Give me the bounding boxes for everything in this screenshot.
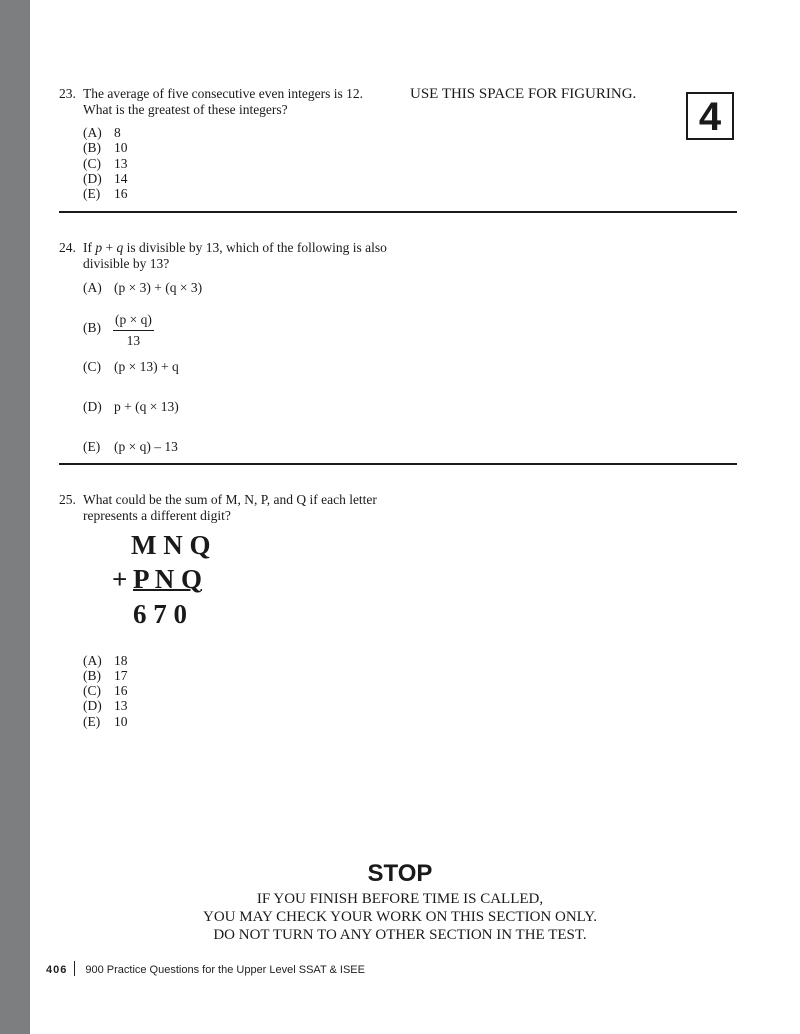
choice-label: (C) <box>83 359 101 374</box>
stop-instruction-line: YOU MAY CHECK YOUR WORK ON THIS SECTION ONLY. <box>203 909 597 925</box>
fraction-denominator: 13 <box>126 333 141 348</box>
fraction-numerator: (p × q) <box>113 312 154 331</box>
addition-row-1: M N Q <box>131 530 211 560</box>
question-number: 23. <box>59 86 76 101</box>
choice-text: (p × 3) + (q × 3) <box>114 280 203 295</box>
choice-label: (C) <box>83 683 101 698</box>
choice-label: (C) <box>83 156 101 171</box>
choice-label: (E) <box>83 439 101 454</box>
section-number-box: 4 <box>686 92 734 140</box>
choice-text: 18 <box>114 653 128 668</box>
question-divider <box>59 463 737 465</box>
choice-text: p + (q × 13) <box>114 399 179 414</box>
question-stem-line: If p + q is divisible by 13, which of the following is also <box>83 240 387 255</box>
choice-text: 10 <box>114 714 128 729</box>
choice-text: 16 <box>114 683 128 698</box>
answer-choice[interactable] <box>83 171 128 186</box>
choice-label: (B) <box>83 668 101 683</box>
choice-label: (A) <box>83 653 102 668</box>
stop-instruction-line: DO NOT TURN TO ANY OTHER SECTION IN THE TEST. <box>213 927 587 943</box>
choice-text: (p × 13) + q <box>114 359 179 374</box>
plus-sign: + <box>112 564 128 594</box>
addition-row-2: P N Q <box>133 564 203 594</box>
page-number: 406 <box>46 964 68 976</box>
question-stem-line: divisible by 13? <box>83 256 170 271</box>
choice-text: (p × q) – 13 <box>114 439 178 454</box>
choice-text: 16 <box>114 186 128 201</box>
choice-label: (D) <box>83 698 102 713</box>
page-footer <box>46 961 365 976</box>
fraction-expression <box>113 312 154 349</box>
choice-label: (E) <box>83 186 101 201</box>
answer-choice[interactable] <box>83 140 128 155</box>
choice-text: 14 <box>114 171 128 186</box>
choice-label: (A) <box>83 125 102 140</box>
choice-label: (D) <box>83 171 102 186</box>
answer-choice[interactable] <box>83 399 179 414</box>
answer-choice[interactable] <box>83 683 128 698</box>
book-title: 900 Practice Questions for the Upper Level SSAT & ISEE <box>85 964 365 976</box>
addition-result: 6 7 0 <box>133 599 187 629</box>
figuring-space-note: USE THIS SPACE FOR FIGURING. <box>410 86 637 102</box>
question-divider <box>59 211 737 213</box>
choice-text: 13 <box>114 698 128 713</box>
stop-instruction-line: IF YOU FINISH BEFORE TIME IS CALLED, <box>256 891 544 907</box>
question-number: 25. <box>59 492 76 507</box>
question-stem-line: The average of five consecutive even integers is 12. <box>83 86 364 101</box>
footer-divider <box>74 961 75 976</box>
question-stem-line: represents a different digit? <box>83 508 231 523</box>
answer-choice[interactable] <box>83 125 121 140</box>
choice-label: (A) <box>83 280 102 295</box>
choice-label: (E) <box>83 714 101 729</box>
answer-choice[interactable] <box>83 280 202 295</box>
question-number: 24. <box>59 240 76 255</box>
answer-choice[interactable] <box>83 714 128 729</box>
answer-choice[interactable] <box>83 359 179 374</box>
answer-choice[interactable] <box>83 320 114 335</box>
choice-label: (B) <box>83 140 101 155</box>
choice-text: 8 <box>114 125 121 140</box>
stop-heading: STOP <box>367 860 433 887</box>
question-stem-line: What could be the sum of M, N, P, and Q if each letter <box>83 492 377 507</box>
question-stem-line: What is the greatest of these integers? <box>83 102 288 117</box>
choice-text: 13 <box>114 156 128 171</box>
choice-label: (B) <box>83 320 101 335</box>
choice-label: (D) <box>83 399 102 414</box>
choice-text: 10 <box>114 140 128 155</box>
choice-text: 17 <box>114 668 128 683</box>
answer-choice[interactable] <box>83 186 128 201</box>
answer-choice[interactable] <box>83 653 128 668</box>
answer-choice[interactable] <box>83 439 178 454</box>
answer-choice[interactable] <box>83 698 128 713</box>
answer-choice[interactable] <box>83 156 128 171</box>
answer-choice[interactable] <box>83 668 128 683</box>
